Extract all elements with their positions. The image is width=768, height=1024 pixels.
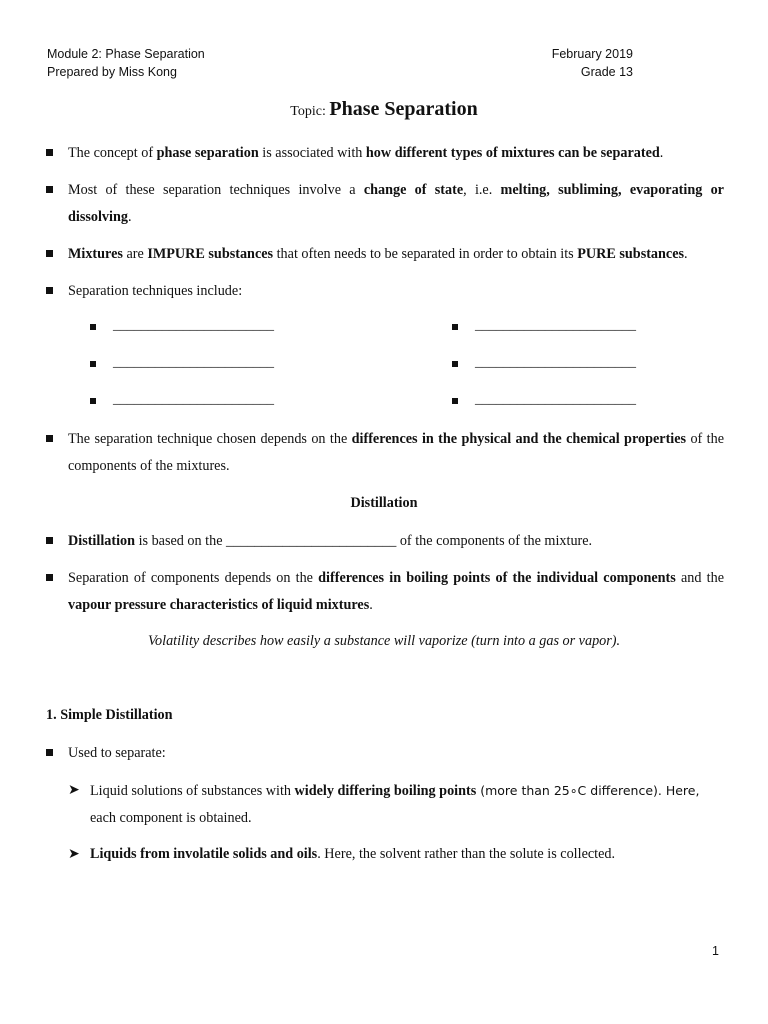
text: of the components of the mixtures. [68, 431, 724, 474]
blank-line: _______________________ [475, 392, 636, 407]
intro-bullet-1 [68, 140, 724, 167]
used-to-separate: Used to separate: [68, 745, 166, 761]
sub-bullet-icon [452, 361, 458, 367]
text: (more than 25∘C difference). Here, [476, 783, 700, 798]
text: is associated with [258, 145, 366, 161]
text: . Here, the solvent rather than the solute is collected. [317, 846, 616, 862]
bullet-square-icon [46, 287, 53, 294]
text: . [127, 209, 132, 225]
prepared-by: Prepared by Miss Kong [47, 65, 177, 79]
sub-bullet-icon [90, 398, 96, 404]
text: and the [675, 570, 724, 586]
bullet-square-icon [46, 250, 53, 257]
section-heading-distillation [0, 490, 768, 517]
date: February 2019 [551, 47, 633, 61]
text: . [684, 246, 688, 262]
text: . [369, 597, 373, 613]
bold-text: differences in boiling points of the individual components [318, 570, 676, 586]
text: Liquid solutions of substances with [90, 783, 295, 799]
arrow-item-1 [90, 777, 724, 832]
intro-bullet-5 [68, 426, 724, 480]
bold-text: melting, subliming, evaporating or dissolving [68, 182, 724, 225]
bullet-square-icon [46, 149, 53, 156]
topic-title: Phase Separation [329, 98, 478, 120]
distillation-bullet-2 [68, 565, 724, 619]
module-title: Module 2: Phase Separation [47, 47, 205, 61]
text: The concept of [68, 145, 157, 161]
text: is based on the ________________________ of the components of the mixture. [135, 533, 593, 549]
header-right [552, 45, 633, 81]
blank-line: _______________________ [113, 392, 274, 407]
bold-text: phase separation [156, 145, 259, 161]
distillation-bullet-1 [68, 528, 724, 555]
text: are [122, 246, 148, 262]
blank-line: _______________________ [475, 318, 636, 333]
blank-line: _______________________ [475, 355, 636, 370]
bullet-square-icon [46, 574, 53, 581]
intro-bullet-2 [68, 177, 724, 231]
bold-text: differences in the physical and the chemical properties [351, 431, 687, 447]
heading-text: Distillation [350, 495, 418, 511]
bullet-square-icon [46, 186, 53, 193]
bullet-square-icon [46, 537, 53, 544]
text: . [659, 145, 664, 161]
blank-line: _______________________ [113, 318, 274, 333]
italic-text: Volatility describes how easily a substance will vaporize (turn into a gas or vapor). [147, 633, 621, 649]
volatility-note [0, 628, 768, 655]
heading-text: 1. Simple Distillation [46, 707, 173, 723]
text: , i.e. [463, 182, 501, 198]
intro-bullet-3 [68, 241, 724, 268]
bold-text: PURE substances [577, 246, 685, 262]
bold-text: IMPURE substances [147, 246, 274, 262]
blank-line: _______________________ [113, 355, 274, 370]
grade: Grade 13 [580, 65, 633, 79]
bold-text: Distillation [68, 533, 136, 549]
bold-text: Liquids from involatile solids and oils [90, 846, 318, 862]
bold-text: Mixtures [68, 246, 123, 262]
sub-bullet-icon [90, 324, 96, 330]
text: Most of these separation techniques involve a [68, 182, 364, 198]
text: that often needs to be separated in order to obtain its [273, 246, 578, 262]
topic-prefix: Topic: [290, 104, 326, 119]
sub-bullet-icon [90, 361, 96, 367]
intro-bullet-4: Separation techniques include: [68, 283, 243, 299]
bold-text: how different types of mixtures can be separated [365, 145, 660, 161]
page-title [0, 98, 768, 121]
page-number: 1 [712, 944, 719, 958]
arrow-bullet-icon: ➤ [68, 846, 80, 862]
text: The separation technique chosen depends on the [68, 431, 352, 447]
bullet-square-icon [46, 749, 53, 756]
header-left [47, 45, 205, 81]
section-heading-simple-distillation [46, 702, 173, 729]
sub-bullet-icon [452, 324, 458, 330]
arrow-item-2 [90, 841, 724, 868]
bold-text: change of state [363, 182, 464, 198]
bold-text: vapour pressure characteristics of liquid mixtures [68, 597, 370, 613]
text: each component is obtained. [90, 810, 252, 826]
sub-bullet-icon [452, 398, 458, 404]
arrow-bullet-icon: ➤ [68, 782, 80, 798]
text: Separation of components depends on the [68, 570, 319, 586]
bold-text: widely differing boiling points [294, 783, 477, 799]
bullet-square-icon [46, 435, 53, 442]
